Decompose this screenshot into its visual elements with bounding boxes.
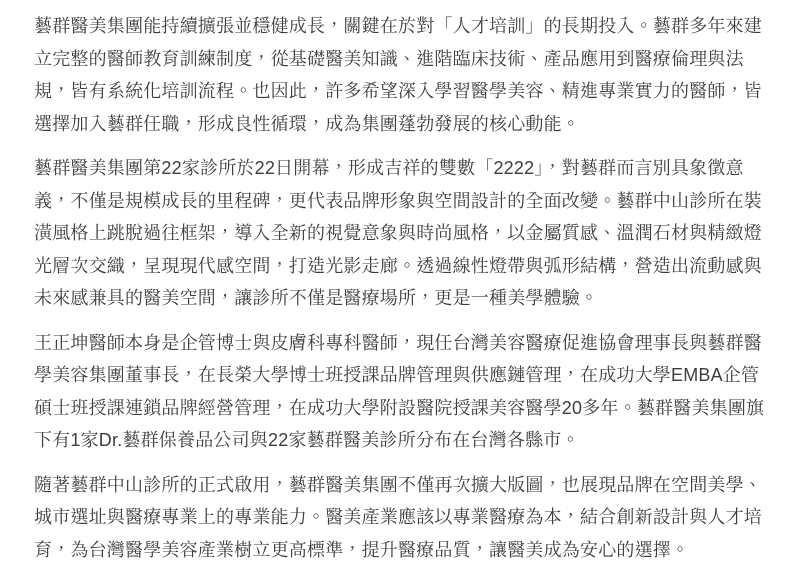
paragraph-dr-wang-credentials: 王正坤醫師本身是企管博士與皮膚科專科醫師，現任台灣美容醫療促進協會理事長與藝群醫學美容集團董事長，在長榮大學博士班授課品牌管理與供應鏈管理，在成功大學EMBA企管碩士班授課連鎖品牌經營管理，在成功大學附設醫院授課美容醫學20多年。藝群醫美集團旗下有1家Dr.藝群保養品公司與22家藝群醫美診所分布在台灣各縣市。 — [34, 332, 765, 450]
paragraph-talent-training: 藝群醫美集團能持續擴張並穩健成長，關鍵在於對「人才培訓」的長期投入。藝群多年來建立完整的醫師教育訓練制度，從基礎醫美知識、進階臨床技術、產品應用到醫療倫理與法規，皆有系統化培訓流程。也因此，許多希望深入學習醫學美容、精進專業實力的醫師，皆選擇加入藝群任職，形成良性循環，成為集團蓬勃發展的核心動能。 — [34, 16, 762, 134]
paragraph-conclusion: 隨著藝群中山診所的正式啟用，藝群醫美集團不僅再次擴大版圖，也展現品牌在空間美學、城市選址與醫療專業上的專業能力。醫美產業應該以專業醫療為本，結合創新設計與人才培育，為台灣醫學美容產業樹立更高標準，提升醫療品質，讓醫美成為安心的選擇。 — [34, 474, 762, 560]
paragraph-22nd-clinic-opening: 藝群醫美集團第22家診所於22日開幕，形成吉祥的雙數「2222」，對藝群而言別具象徵意義，不僅是規模成長的里程碑，更代表品牌形象與空間設計的全面改變。藝群中山診所在裝潢風格上跳脫過往框架，導入全新的視覺意象與時尚風格，以金屬質感、溫潤石材與精緻燈光層次交織，呈現現代感空間，打造光影走廊。透過線性燈帶與弧形結構，營造出流動感與未來感兼具的醫美空間，讓診所不僅是醫療場所，更是一種美學體驗。 — [34, 158, 762, 308]
